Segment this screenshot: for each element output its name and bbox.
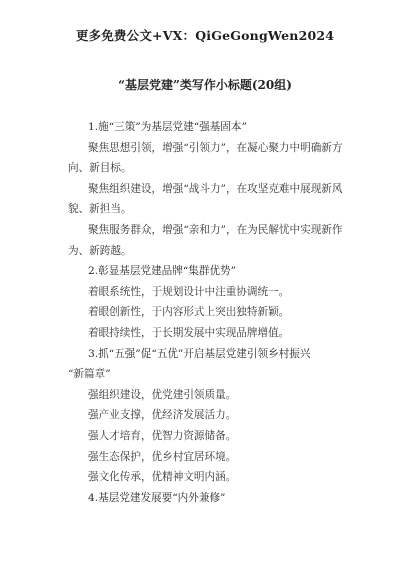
paragraph: 着眼持续性，于长期发展中实现品牌增值。	[88, 326, 290, 339]
document-body	[68, 117, 350, 508]
paragraph: 着眼创新性，于内容形式上突出独特新颖。	[88, 306, 290, 319]
paragraph: 强文化传承，优精神文明内涵。	[88, 471, 237, 484]
paragraph: 强生态保护，优乡村宜居环境。	[88, 450, 237, 463]
section-heading-1: 1.施“三策”为基层党建“强基固本”	[88, 121, 247, 133]
paragraph: 强产业支撑，优经济发展活力。	[88, 409, 237, 422]
paragraph: 强人才培育，优智力资源储备。	[88, 429, 237, 442]
paragraph: 聚焦组织建设，增强“战斗力”，在攻坚克难中展现新风貌、新担当。	[68, 182, 343, 216]
paragraph: 聚焦思想引领，增强“引领力”，在凝心聚力中明确新方向、新目标。	[68, 141, 343, 175]
paragraph: 着眼系统性，于规划设计中注重协调统一。	[88, 285, 290, 298]
paragraph: 强组织建设，优党建引领质量。	[88, 388, 237, 401]
section-heading-2: 2.彰显基层党建品牌“集群优势”	[88, 265, 237, 278]
section-heading-4: 4.基层党建发展要“内外兼修”	[88, 491, 226, 504]
section-heading-3: 3.抓“五强”促“五优”开启基层党建引领乡村振兴	[88, 347, 311, 360]
promo-header: 更多免费公文+VX：QiGeGongWen2024	[75, 28, 335, 43]
paragraph: 聚焦服务群众，增强“亲和力”，在为民解忧中实现新作为、新跨越。	[68, 223, 343, 257]
section-heading-3-continuation: “新篇章”	[68, 368, 111, 381]
document-title: “基层党建”类写作小标题(20组)	[118, 78, 292, 92]
